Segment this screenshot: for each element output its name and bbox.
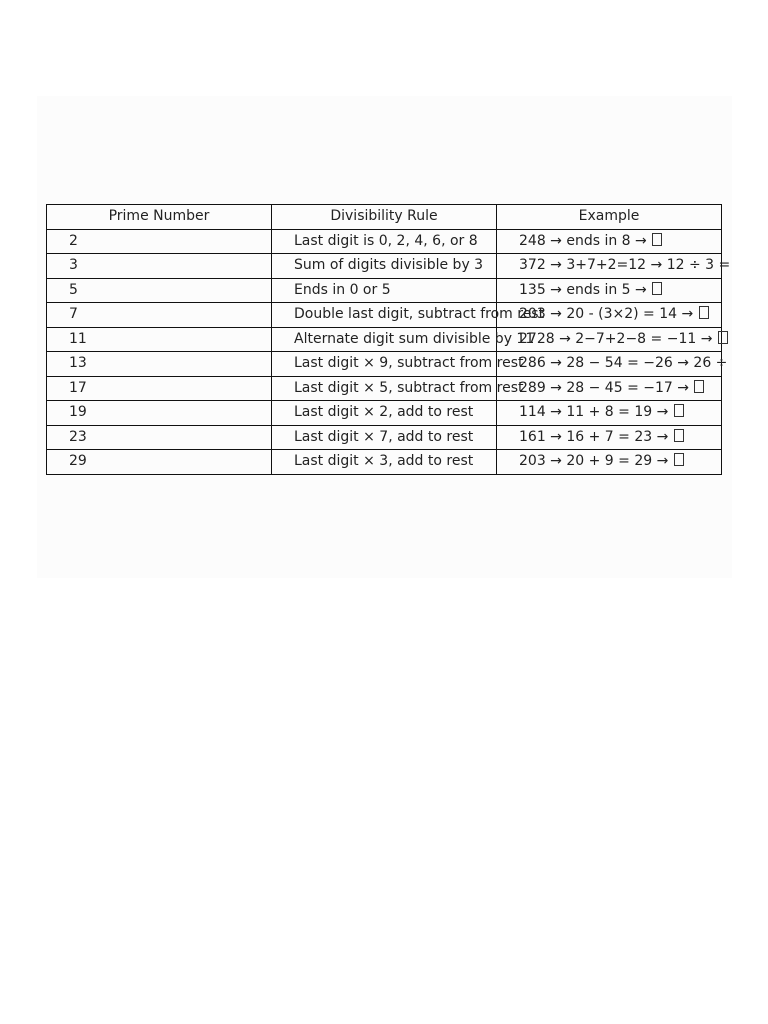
example-text: 248 → ends in 8 →: [519, 232, 647, 249]
cell-prime-number: 29: [47, 450, 272, 475]
cell-prime-number: 17: [47, 376, 272, 401]
table-row: [47, 450, 722, 475]
table-row: [47, 254, 722, 279]
cell-prime-number: 2: [47, 229, 272, 254]
table-row: [47, 229, 722, 254]
cell-divisibility-rule: Last digit × 2, add to rest: [272, 401, 497, 426]
example-text: 286 → 28 − 54 = −26 → 26 ÷: [519, 355, 728, 372]
cell-prime-number: 5: [47, 278, 272, 303]
example-text: 203 → 20 + 9 = 29 →: [519, 453, 669, 470]
cell-prime-number: 7: [47, 303, 272, 328]
cell-divisibility-rule: Last digit × 5, subtract from rest: [272, 376, 497, 401]
example-text: 135 → ends in 5 →: [519, 281, 647, 298]
cell-example: [497, 450, 722, 475]
table-row: [47, 327, 722, 352]
missing-glyph-icon: [674, 453, 684, 466]
header-divisibility-rule: Divisibility Rule: [272, 205, 497, 230]
cell-prime-number: 19: [47, 401, 272, 426]
cell-example: [497, 352, 728, 377]
table-row: [47, 376, 722, 401]
missing-glyph-icon: [674, 404, 684, 417]
cell-divisibility-rule: Last digit × 9, subtract from rest: [272, 352, 497, 377]
example-text: 114 → 11 + 8 = 19 →: [519, 404, 669, 421]
missing-glyph-icon: [699, 306, 709, 319]
missing-glyph-icon: [652, 282, 662, 295]
cell-example: [497, 278, 722, 303]
cell-divisibility-rule: Ends in 0 or 5: [272, 278, 497, 303]
cell-divisibility-rule: Last digit × 7, add to rest: [272, 425, 497, 450]
cell-example: [497, 229, 722, 254]
cell-divisibility-rule: Last digit is 0, 2, 4, 6, or 8: [272, 229, 497, 254]
cell-example: [497, 303, 722, 328]
missing-glyph-icon: [652, 233, 662, 246]
cell-divisibility-rule: Double last digit, subtract from rest: [272, 303, 497, 328]
cell-prime-number: 13: [47, 352, 272, 377]
cell-prime-number: 3: [47, 254, 272, 279]
example-text: 2728 → 2−7+2−8 = −11 →: [519, 330, 713, 347]
cell-prime-number: 23: [47, 425, 272, 450]
cell-example: [497, 425, 722, 450]
cell-example: [497, 401, 722, 426]
example-text: 203 → 20 - (3×2) = 14 →: [519, 306, 694, 323]
cell-prime-number: 11: [47, 327, 272, 352]
cell-example: [497, 376, 722, 401]
table-row: [47, 425, 722, 450]
table-header-row: [47, 205, 722, 230]
cell-divisibility-rule: Alternate digit sum divisible by 11: [272, 327, 497, 352]
example-text: 372 → 3+7+2=12 → 12 ÷ 3 =: [519, 257, 731, 274]
header-prime-number: Prime Number: [47, 205, 272, 230]
table-row: [47, 303, 722, 328]
missing-glyph-icon: [674, 429, 684, 442]
table-row: [47, 278, 722, 303]
cell-divisibility-rule: Last digit × 3, add to rest: [272, 450, 497, 475]
table-row: [47, 352, 722, 377]
cell-divisibility-rule: Sum of digits divisible by 3: [272, 254, 497, 279]
cell-example: [497, 327, 722, 352]
divisibility-table-container: [46, 204, 732, 479]
table-row: [47, 401, 722, 426]
example-text: 161 → 16 + 7 = 23 →: [519, 428, 669, 445]
cell-example: [497, 254, 731, 279]
missing-glyph-icon: [694, 380, 704, 393]
missing-glyph-icon: [718, 331, 728, 344]
divisibility-rules-table: [46, 204, 731, 475]
example-text: 289 → 28 − 45 = −17 →: [519, 379, 689, 396]
header-example: Example: [497, 205, 722, 230]
